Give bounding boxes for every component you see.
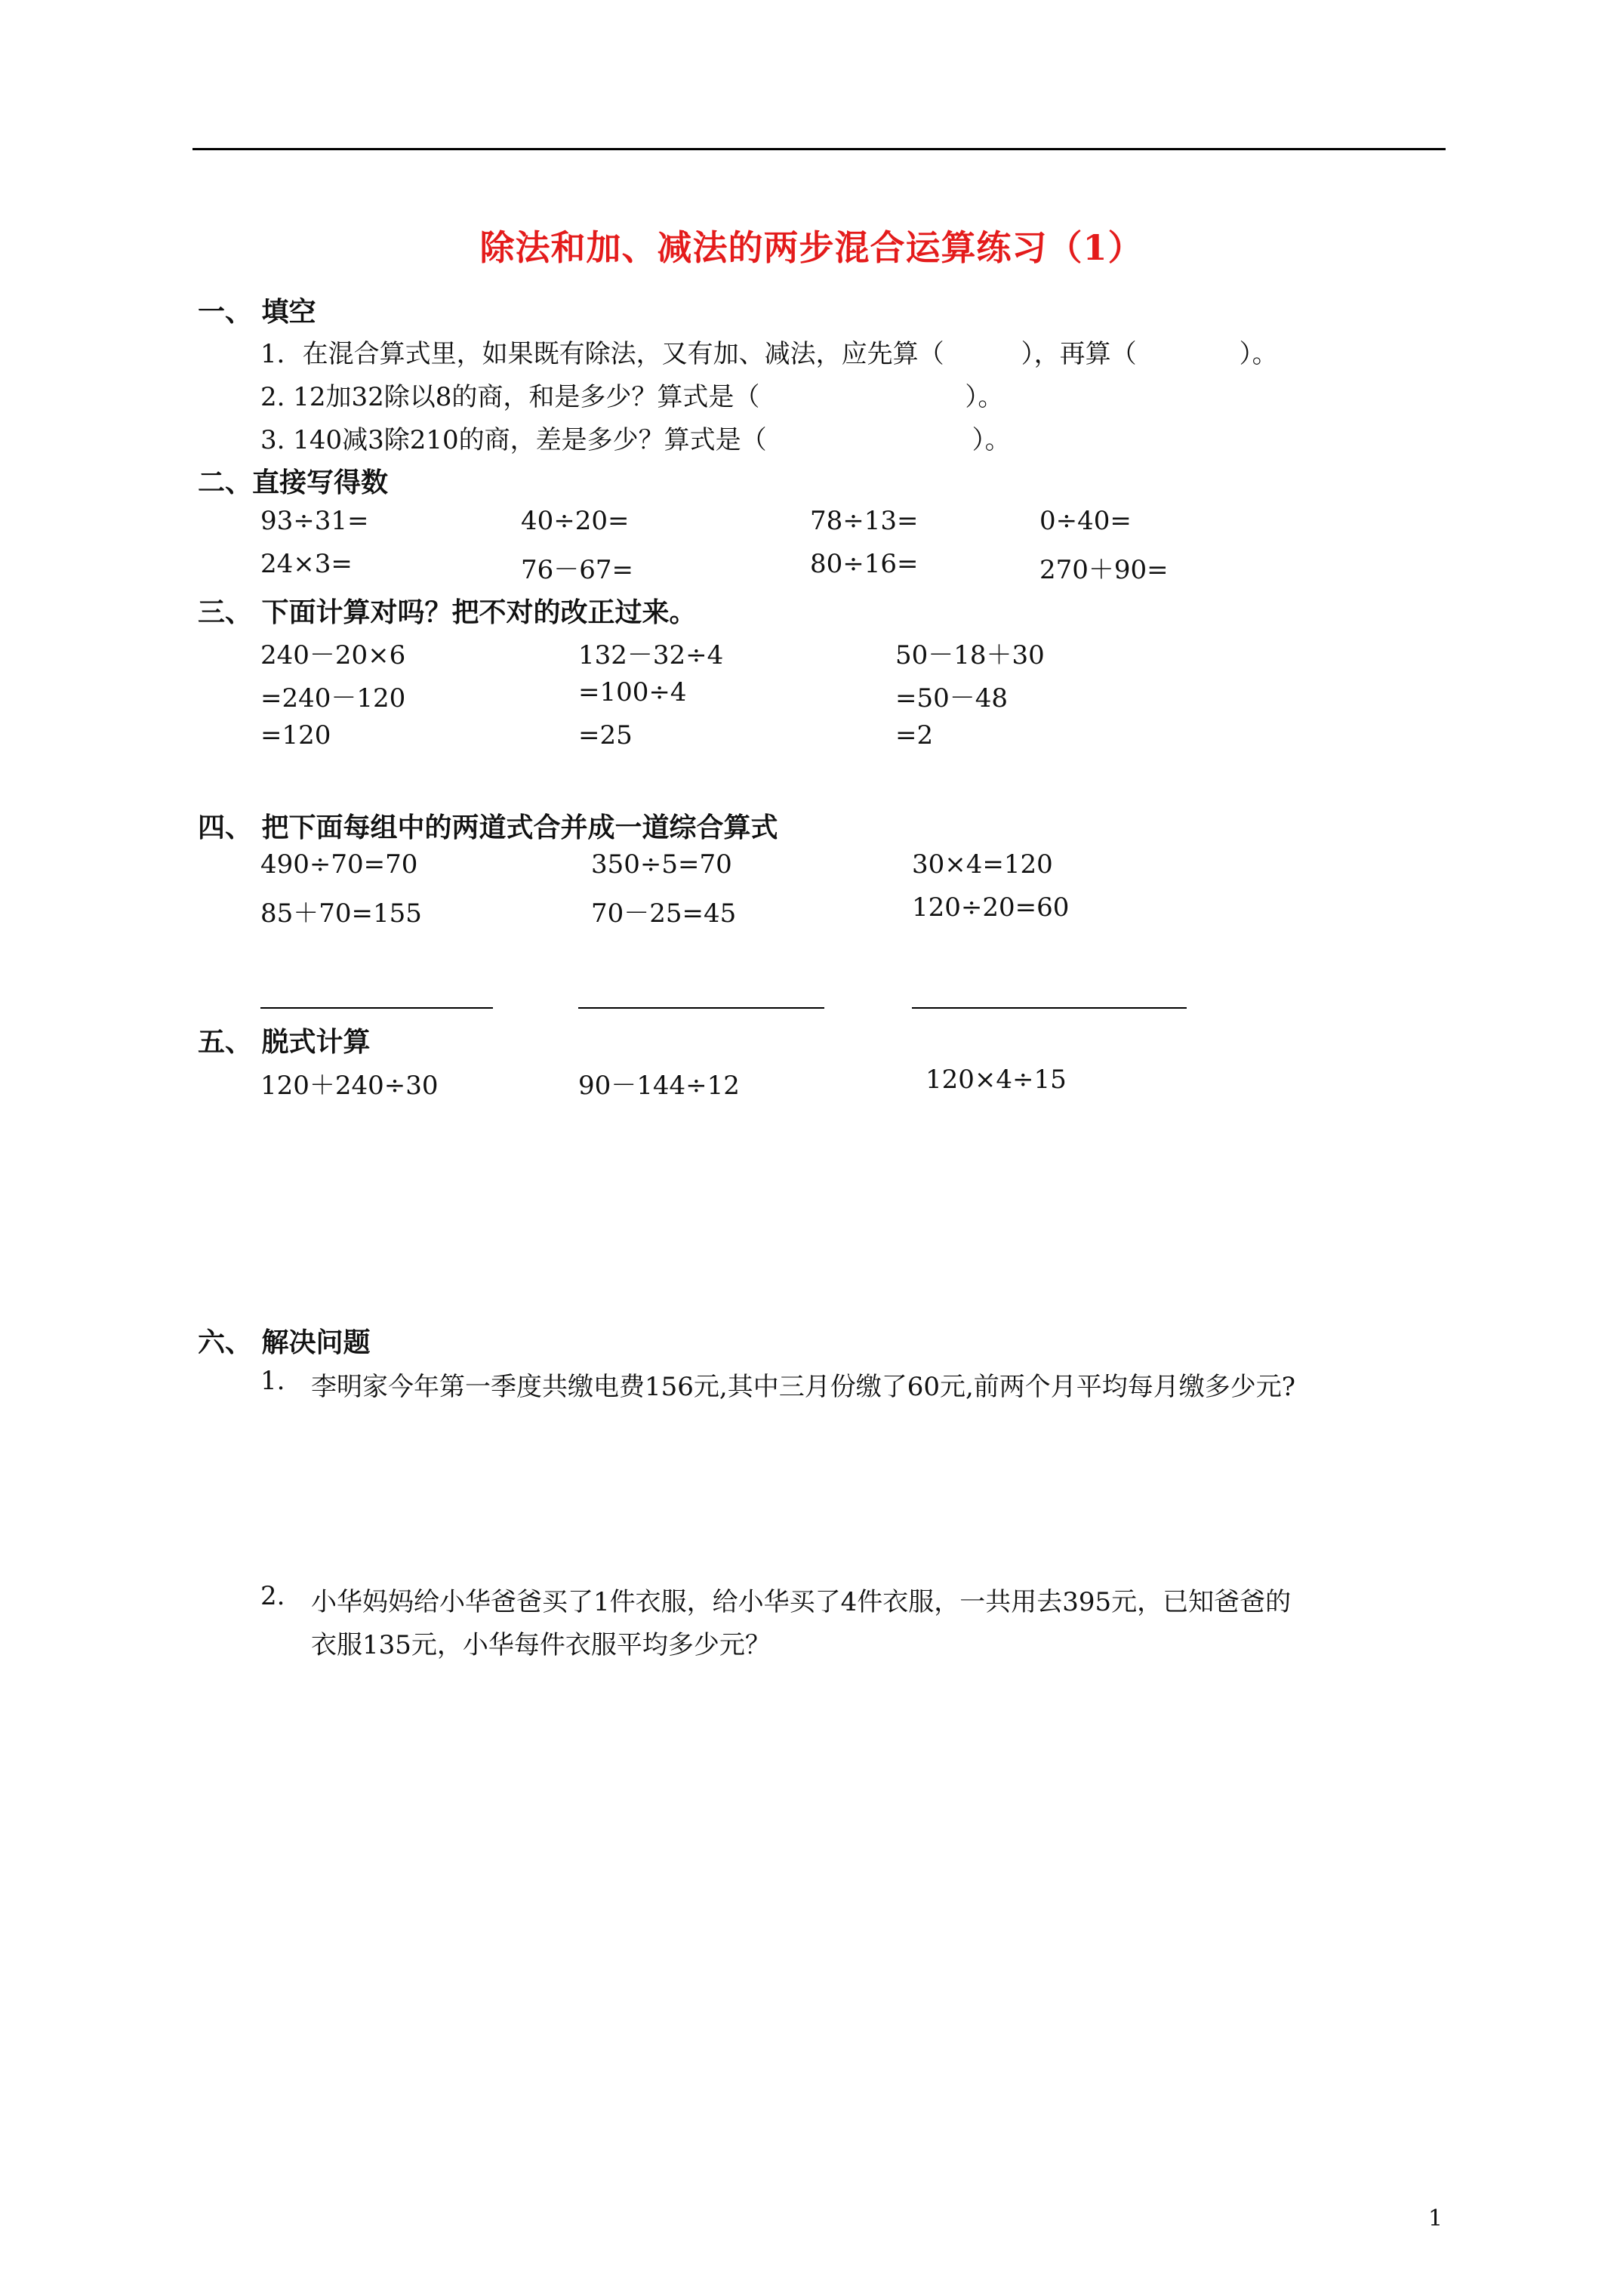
s4-r2-c2: 70－25=45	[591, 898, 737, 929]
s5-item-2: 90－144÷12	[578, 1071, 740, 1101]
s3-col1-line1: 240－20×6	[260, 640, 406, 670]
s6-q2-line1: 小华妈妈给小华爸爸买了1件衣服，给小华买了4件衣服，一共用去395元，已知爸爸的	[311, 1587, 1292, 1617]
s1-item-1: 1．在混合算式里，如果既有除法，又有加、减法，应先算（ ），再算（ ）。	[260, 339, 1278, 369]
s3-col1-line2: =240－120	[260, 683, 406, 713]
s1-item-2: 2. 12加32除以8的商，和是多少？算式是（ ）。	[260, 382, 1004, 412]
section-2-heading: 二、直接写得数	[198, 467, 389, 498]
s1-item-3: 3. 140减3除210的商，差是多少？算式是（ ）。	[260, 425, 1011, 455]
s2-r2-c4: 270＋90=	[1039, 555, 1169, 585]
s6-q1-text: 李明家今年第一季度共缴电费156元,其中三月份缴了60元,前两个月平均每月缴多少元?	[311, 1372, 1296, 1402]
s4-r1-c2: 350÷5=70	[591, 849, 732, 880]
s4-r2-c3: 120÷20=60	[912, 892, 1070, 923]
s5-item-1: 120＋240÷30	[260, 1071, 439, 1101]
s3-col2-line3: =25	[578, 720, 633, 750]
s3-col1-line3: =120	[260, 720, 331, 750]
s2-r2-c3: 80÷16=	[810, 549, 919, 579]
s3-col3-line2: =50－48	[895, 683, 1009, 713]
section-5-heading: 五、 脱式计算	[198, 1026, 371, 1058]
s2-r1-c2: 40÷20=	[521, 506, 630, 536]
s3-col2-line1: 132－32÷4	[578, 640, 724, 670]
s3-col3-line3: =2	[895, 720, 934, 750]
s2-r1-c4: 0÷40=	[1039, 506, 1132, 536]
s6-q2-number: 2.	[260, 1581, 285, 1611]
s2-r2-c1: 24×3=	[260, 549, 353, 579]
s3-col3-line1: 50－18＋30	[895, 640, 1045, 670]
header-rule	[192, 148, 1446, 150]
section-4-heading: 四、 把下面每组中的两道式合并成一道综合算式	[198, 812, 778, 843]
s4-answer-line-2[interactable]	[578, 1007, 824, 1009]
page-title: 除法和加、减法的两步混合运算练习（1）	[479, 227, 1144, 268]
page-number: 1	[1428, 2205, 1443, 2232]
s2-r1-c3: 78÷13=	[810, 506, 919, 536]
section-3-heading: 三、 下面计算对吗？把不对的改正过来。	[198, 596, 697, 628]
s4-answer-line-3[interactable]	[912, 1007, 1187, 1009]
s2-r2-c2: 76－67=	[521, 555, 634, 585]
s3-col2-line2: =100÷4	[578, 677, 687, 707]
s4-answer-line-1[interactable]	[260, 1007, 493, 1009]
s4-r2-c1: 85＋70=155	[260, 898, 422, 929]
s4-r1-c3: 30×4=120	[912, 849, 1053, 880]
s4-r1-c1: 490÷70=70	[260, 849, 418, 880]
s6-q1-number: 1.	[260, 1366, 285, 1396]
s6-q2-line2: 衣服135元，小华每件衣服平均多少元？	[311, 1630, 771, 1660]
s5-item-3: 120×4÷15	[925, 1065, 1067, 1095]
section-6-heading: 六、 解决问题	[198, 1327, 371, 1358]
s2-r1-c1: 93÷31=	[260, 506, 369, 536]
section-1-heading: 一、 填空	[198, 296, 316, 328]
